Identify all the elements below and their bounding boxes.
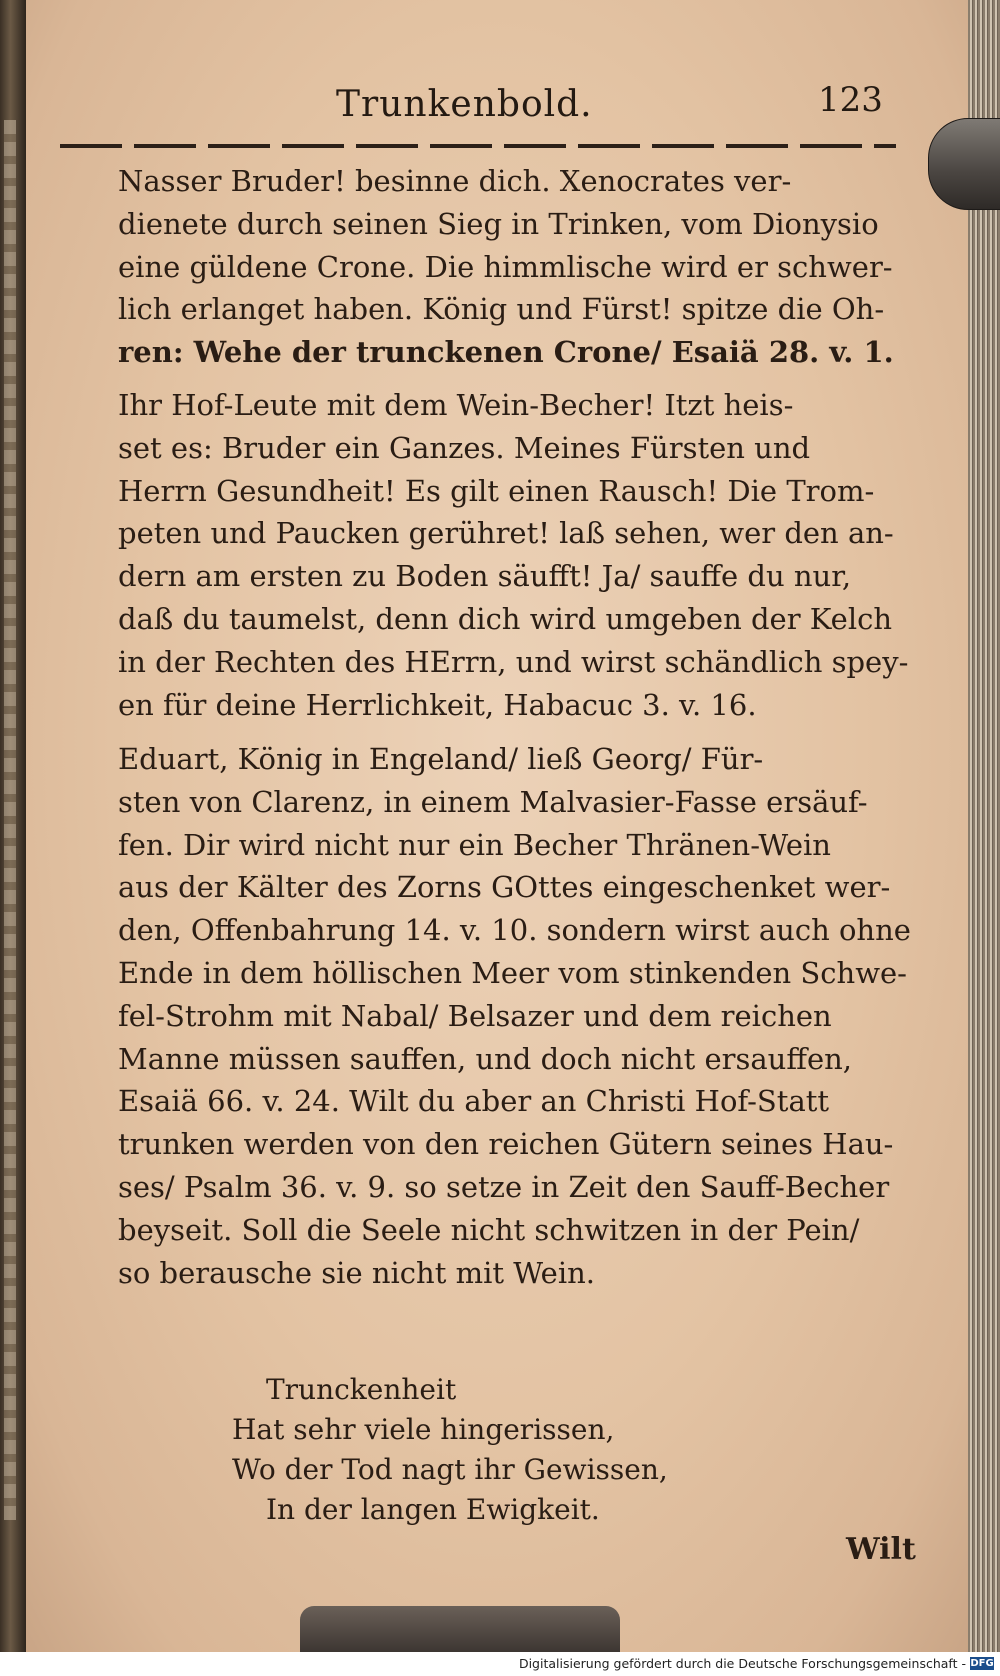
- catchword: Wilt: [846, 1532, 916, 1567]
- verse-line: In der langen Ewigkeit.: [266, 1493, 600, 1526]
- text-line: ses/ Psalm 36. v. 9. so setze in Zeit den Sauff-Becher: [118, 1169, 890, 1204]
- text-line: peten und Paucken gerühret! laß sehen, wer den an-: [118, 516, 894, 551]
- book-spine: [0, 0, 26, 1676]
- text-line: Nasser Bruder! besinne dich. Xenocrates ver-: [118, 164, 792, 198]
- page-number: 123: [818, 80, 883, 120]
- text-line: dienete durch seinen Sieg in Trinken, vom Dionysio: [118, 206, 879, 241]
- text-line: set es: Bruder ein Ganzes. Meines Fürsten und: [118, 430, 811, 465]
- text-line: eine güldene Crone. Die himmlische wird er schwer-: [118, 249, 893, 284]
- text-line: Esaiä 66. v. 24. Wilt du aber an Christi Hof-Statt: [118, 1084, 830, 1119]
- text-line: Eduart, König in Engeland/ ließ Georg/ Für-: [118, 742, 764, 776]
- text-line: en für deine Herrlichkeit, Habacuc 3. v. 16.: [118, 687, 757, 722]
- page-clip-tab: [928, 118, 1000, 210]
- verse-line: Wo der Tod nagt ihr Gewissen,: [232, 1453, 668, 1486]
- verse-block: [232, 1370, 668, 1530]
- text-line: Herrn Gesundheit! Es gilt einen Rausch! Die Trom-: [118, 473, 875, 508]
- text-line: beyseit. Soll die Seele nicht schwitzen in der Pein/: [118, 1212, 860, 1247]
- text-line: in der Rechten des HErrn, und wirst schändlich spey-: [118, 644, 909, 679]
- digitization-footer: [0, 1652, 1000, 1676]
- page-fore-edge: [968, 0, 1000, 1652]
- paragraph-3: [118, 738, 918, 1294]
- paragraph-2: [118, 384, 918, 726]
- text-line: Manne müssen sauffen, und doch nicht ersauffen,: [118, 1041, 853, 1076]
- text-line: ren: Wehe der trunckenen Crone/ Esaiä 28. v. 1.: [118, 335, 894, 370]
- running-head: Trunkenbold.: [336, 84, 593, 125]
- verse-line: Hat sehr viele hingerissen,: [232, 1413, 615, 1446]
- text-line: Ende in dem höllischen Meer vom stinkenden Schwe-: [118, 955, 907, 990]
- dfg-logo: DFG: [970, 1658, 994, 1669]
- text-line: Ihr Hof-Leute mit dem Wein-Becher! Itzt heis-: [118, 388, 794, 422]
- text-line: sten von Clarenz, in einem Malvasier-Fasse ersäuf-: [118, 784, 868, 819]
- header-rule: [60, 144, 896, 148]
- spine-edge-strip: [4, 120, 16, 1520]
- text-line: daß du taumelst, denn dich wird umgeben der Kelch: [118, 601, 893, 636]
- text-line: den, Offenbahrung 14. v. 10. sondern wirst auch ohne: [118, 913, 911, 948]
- text-line: dern am ersten zu Boden säufft! Ja/ sauffe du nur,: [118, 559, 852, 594]
- paragraph-1: [118, 160, 918, 374]
- page-clip-bottom: [300, 1606, 620, 1652]
- text-line: aus der Kälter des Zorns GOttes eingeschenket wer-: [118, 870, 891, 905]
- text-line: fen. Dir wird nicht nur ein Becher Thränen-Wein: [118, 827, 831, 862]
- verse-line: Trunckenheit: [266, 1373, 457, 1406]
- text-line: so berausche sie nicht mit Wein.: [118, 1255, 595, 1290]
- text-line: lich erlanget haben. König und Fürst! spitze die Oh-: [118, 292, 885, 327]
- text-line: trunken werden von den reichen Gütern seines Hau-: [118, 1127, 894, 1162]
- text-line: fel-Strohm mit Nabal/ Belsazer und dem reichen: [118, 998, 832, 1033]
- footer-credit: Digitalisierung gefördert durch die Deutsche Forschungsgemeinschaft -: [518, 1656, 966, 1671]
